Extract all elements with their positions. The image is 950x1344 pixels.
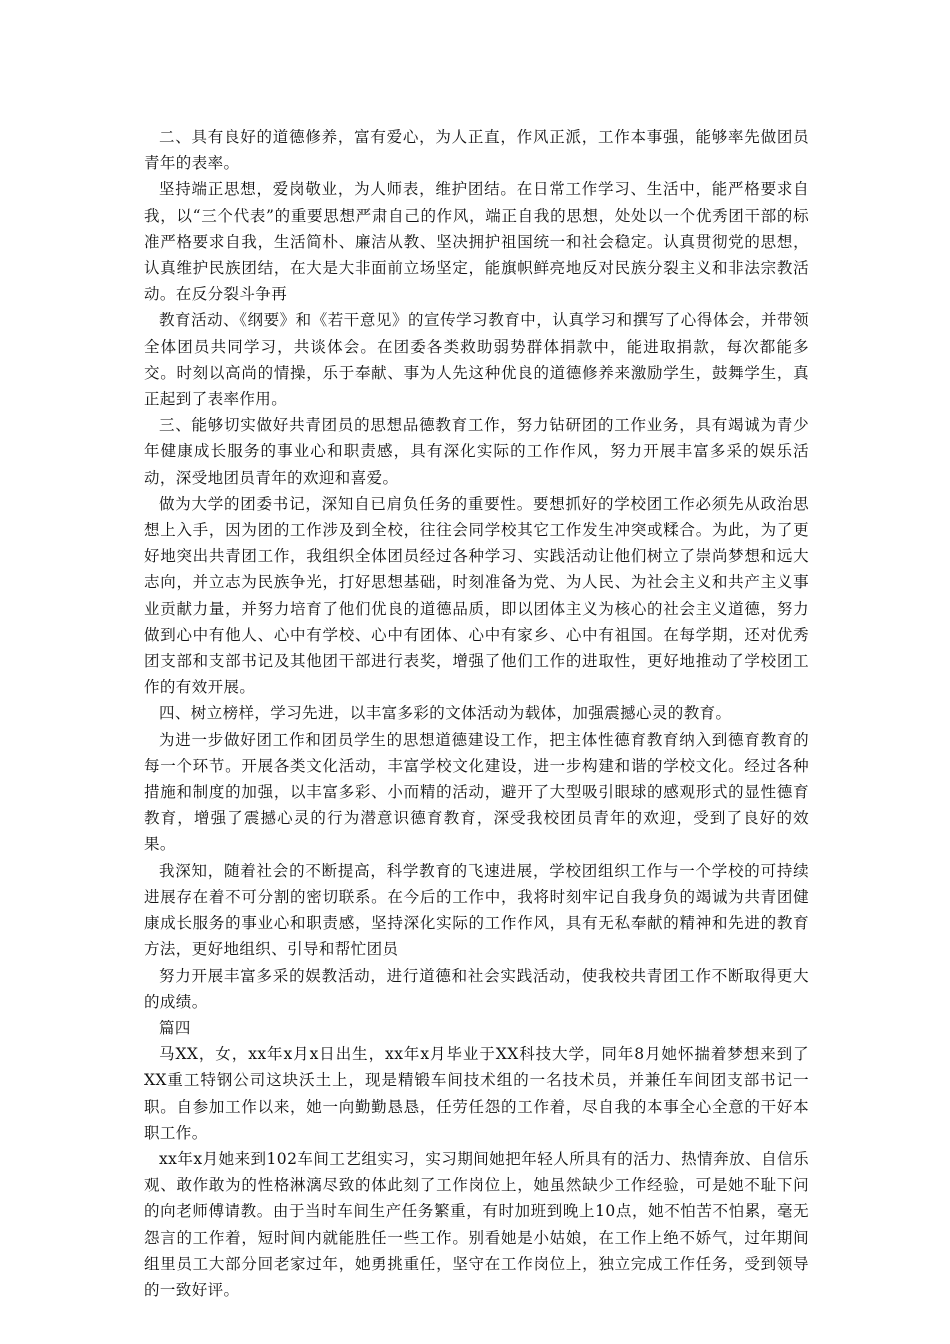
- paragraph: 马XX，女，xx年x月x日出生，xx年x月毕业于XX科技大学，同年8月她怀揣着梦想来到了XX重工特钢公司这块沃土上，现是精锻车间技术组的一名技术员，并兼任车间团支部书记一职。自参加工作以来，她一向勤勤恳恳，任劳任怨的工作着，尽自我的本事全心全意的干好本职工作。: [144, 1045, 809, 1142]
- paragraph: 坚持端正思想，爱岗敬业，为人师表，维护团结。在日常工作学习、生活中，能严格要求自我，以“三个代表”的重要思想严肃自己的作风，端正自我的思想，处处以一个优秀团干部的标准严格要求自我，生活简朴、廉洁从教、坚决拥护祖国统一和社会稳定。认真贯彻党的思想，认真维护民族团结，在大是大非面前立场坚定，能旗帜鲜亮地反对民族分裂主义和非法宗教活动。在反分裂斗争再: [144, 180, 809, 304]
- paragraph: 做为大学的团委书记，深知自已肩负任务的重要性。要想抓好的学校团工作必须先从政治思想上入手，因为团的工作涉及到全校，往往会同学校其它工作发生冲突或糅合。为此，为了更好地突出共青团工作，我组织全体团员经过各种学习、实践活动让他们树立了崇尚梦想和远大志向，并立志为民族争光，打好思想基础，时刻准备为党、为人民、为社会主义和共产主义事业贡献力量，并努力培育了他们优良的道德品质，即以团体主义为核心的社会主义道德，努力做到心中有他人、心中有学校、心中有团体、心中有家乡、心中有祖国。在每学期，还对优秀团支部和支部书记及其他团干部进行表奖，增强了他们工作的进取性，更好地推动了学校团工作的有效开展。: [144, 494, 809, 697]
- paragraph-section-two: 二、具有良好的道德修养，富有爱心，为人正直，作风正派，工作本事强，能够率先做团员青年的表率。: [144, 128, 809, 173]
- paragraph: 我深知，随着社会的不断提高，科学教育的飞速进展，学校团组织工作与一个学校的可持续进展存在着不可分割的密切联系。在今后的工作中，我将时刻牢记自我身负的竭诚为共青团健康成长服务的事业心和职责感，坚持深化实际的工作作风，具有无私奉献的精神和先进的教育方法，更好地组织、引导和帮忙团员: [144, 861, 809, 959]
- paragraph-section-three: 三、能够切实做好共青团员的思想品德教育工作，努力钻研团的工作业务，具有竭诚为青少年健康成长服务的事业心和职责感，具有深化实际的工作作风，努力开展丰富多采的娱乐活动，深受地团员青年的欢迎和喜爱。: [144, 416, 809, 487]
- paragraph: 教育活动、《纲要》和《若干意见》的宣传学习教育中，认真学习和撰写了心得体会，并带领全体团员共同学习，共谈体会。在团委各类救助弱势群体捐款中，能进取捐款，每次都能多交。时刻以高尚的情操，乐于奉献、事为人先这种优良的道德修养来激励学生，鼓舞学生，真正起到了表率作用。: [144, 311, 809, 409]
- paragraph-section-four: 四、树立榜样，学习先进，以丰富多彩的文体活动为载体，加强震撼心灵的教育。: [159, 704, 732, 723]
- paragraph: 努力开展丰富多采的娱教活动，进行道德和社会实践活动，使我校共青团工作不断取得更大的成绩。: [144, 966, 809, 1011]
- document-page: [144, 124, 809, 1303]
- paragraph: 为进一步做好团工作和团员学生的思想道德建设工作，把主体性德育教育纳入到德育教育的每一个环节。开展各类文化活动，丰富学校文化建设，进一步构建和谐的学校文化。经过各种措施和制度的加强，以丰富多彩、小而精的活动，避开了大型吸引眼球的感观形式的显性德育教育，增强了震撼心灵的行为潜意识德育教育，深受我校团员青年的欢迎，受到了良好的效果。: [144, 730, 809, 854]
- paragraph: xx年x月她来到102车间工艺组实习，实习期间她把年轻人所具有的活力、热情奔放、自信乐观、敢作敢为的性格淋漓尽致的体此刻了工作岗位上，她虽然缺少工作经验，可是她不耻下问的向老师傅请教。由于当时车间生产任务繁重，有时加班到晚上10点，她不怕苦不怕累，毫无怨言的工作着，短时间内就能胜任一些工作。别看她是小姑娘，在工作上绝不娇气，过年期间组里员工大部分回老家过年，她勇挑重任，坚守在工作岗位上，独立完成工作任务，受到领导的一致好评。: [144, 1149, 809, 1299]
- section-heading-part-four: 篇四: [159, 1018, 191, 1037]
